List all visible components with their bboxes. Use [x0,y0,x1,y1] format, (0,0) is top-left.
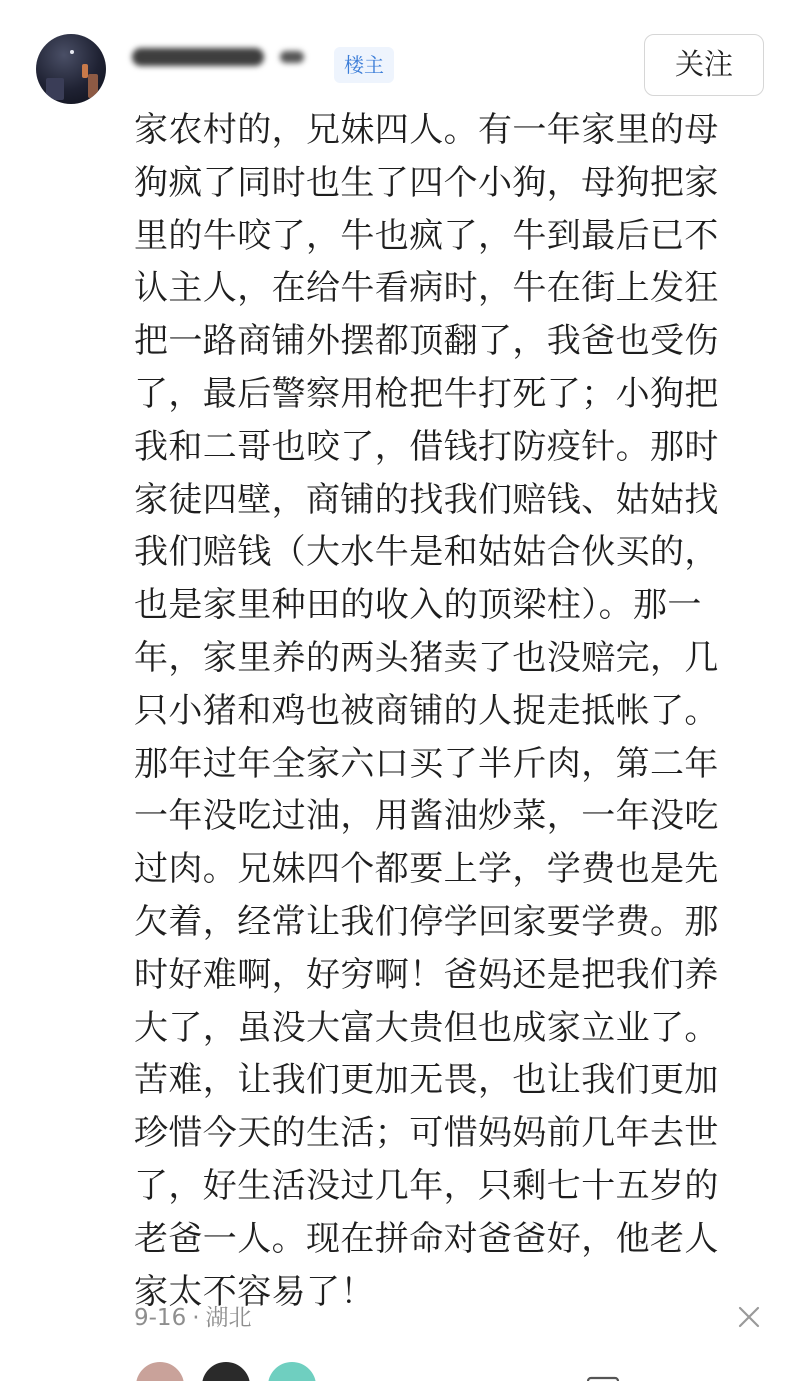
post-meta [134,1300,252,1336]
meta-separator: · [192,1305,200,1331]
follow-button[interactable]: 关注 [644,34,764,96]
post-text: 家农村的，兄妹四人。有一年家里的母狗疯了同时也生了四个小狗，母狗把家里的牛咬了，牛也疯了，牛到最后已不认主人，在给牛看病时，牛在街上发狂把一路商铺外摆都顶翻了，我爸也受伤了，最后警察用枪把牛打死了；小狗把我和二哥也咬了，借钱打防疫针。那时家徒四壁，商铺的找我们赔钱、姑姑找我们赔钱（大水牛是和姑姑合伙买的，也是家里种田的收入的顶梁柱）。那一年，家里养的两头猪卖了也没赔完，几只小猪和鸡也被商铺的人捉走抵帐了。那年过年全家六口买了半斤肉，第二年一年没吃过油，用酱油炒菜，一年没吃过肉。兄妹四个都要上学，学费也是先欠着，经常让我们停学回家要学费。那时好难啊，好穷啊！爸妈还是把我们养大了，虽没大富大贵但也成家立业了。苦难，让我们更加无畏，也让我们更加珍惜今天的生活；可惜妈妈前几年去世了，好生活没过几年，只剩七十五岁的老爸一人。现在拼命对爸爸好，他老人家太不容易了！ [134,110,719,1312]
liker-avatar[interactable] [134,1360,186,1381]
comment-icon[interactable] [586,1372,620,1381]
username-blurred[interactable] [132,48,304,66]
liker-avatar[interactable] [266,1360,318,1381]
op-badge: 楼主 [334,47,394,83]
close-icon[interactable] [738,1306,760,1328]
post-location: 湖北 [205,1305,252,1331]
liker-avatars[interactable] [134,1360,332,1381]
avatar[interactable] [36,34,106,104]
liker-avatar[interactable] [200,1360,252,1381]
post-date: 9-16 [134,1305,187,1331]
